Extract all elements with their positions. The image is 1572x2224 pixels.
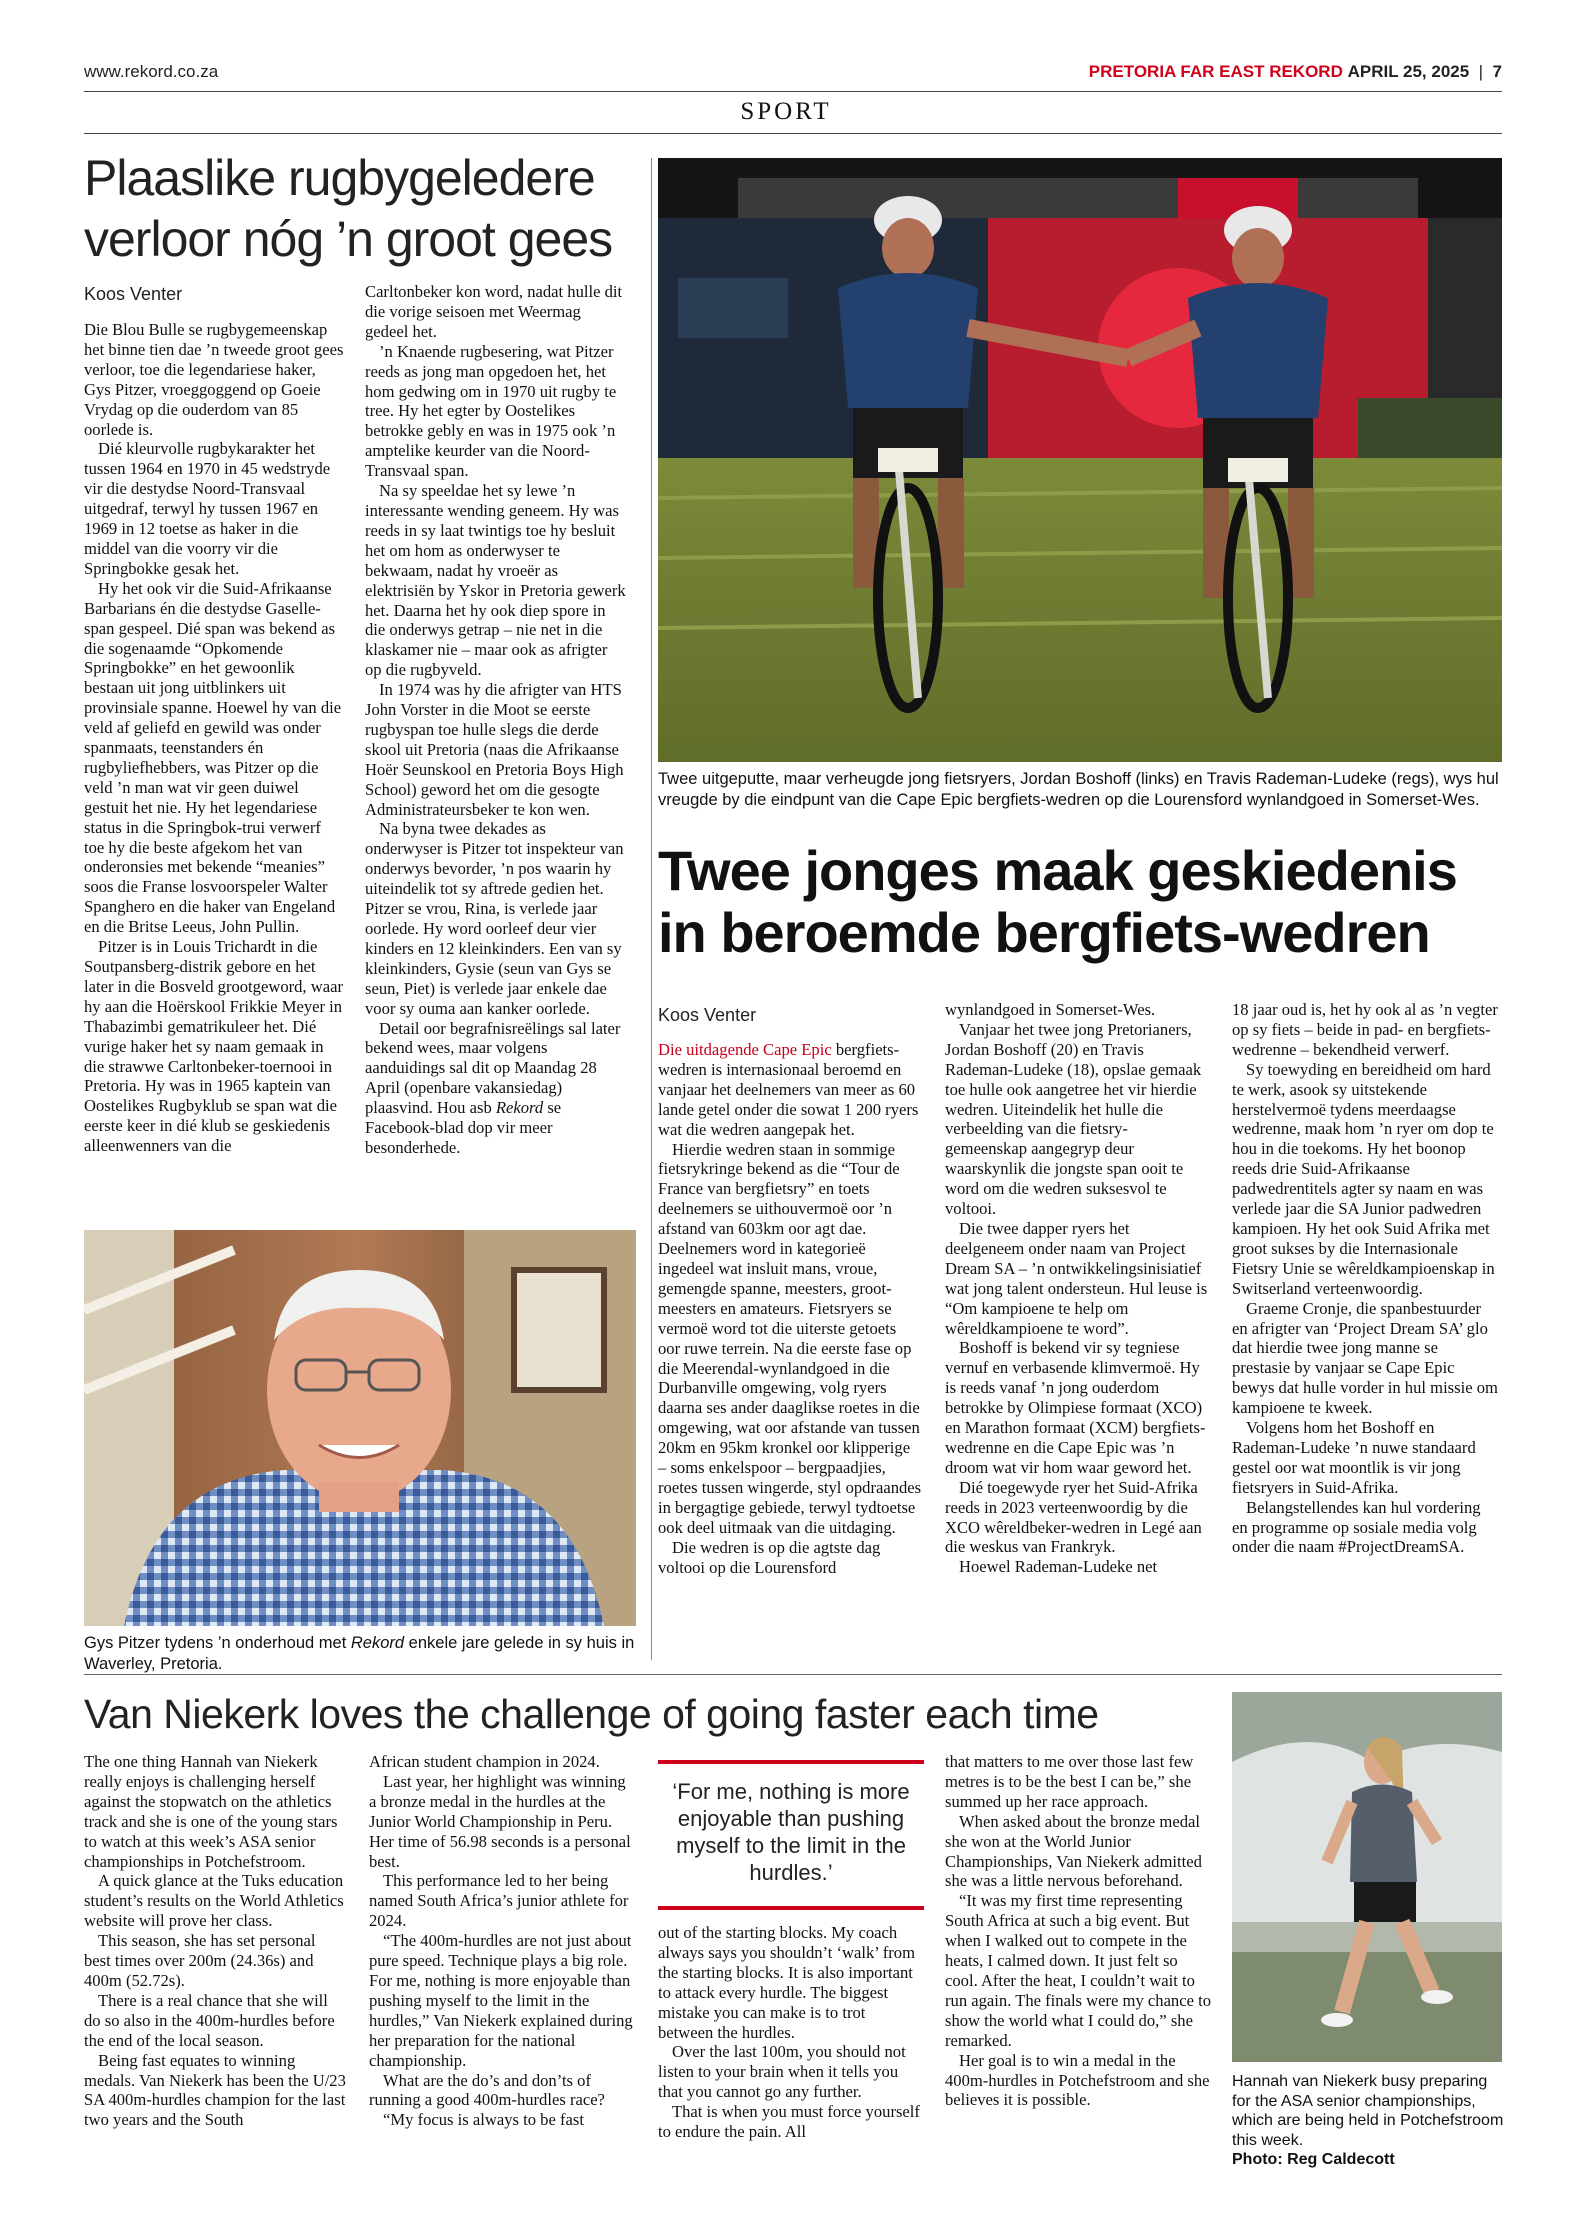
- paragraph: This performance led to her being named South Africa’s junior athlete for 2024.: [369, 1871, 629, 1931]
- paragraph: Her goal is to win a medal in the 400m-hurdles in Potchefstroom and she believes it is possible.: [945, 2050, 1210, 2110]
- paragraph: Dié toegewyde ryer het Suid-Afrika reeds in 2023 verteenwoordig by die XCO wêreldbeker-wedren in Legé aan die weskus van Frankryk.: [945, 1477, 1202, 1557]
- paragraph: out of the starting blocks. My coach always says you shouldn’t ‘walk’ from the starting blocks. It is also important to attack every hurdle. The biggest mistake you can make is to trot between the hurdles.: [658, 1923, 916, 2042]
- paragraph: Hy het ook vir die Suid-Afrikaanse Barbarians én die destydse Gaselle-span gespeel. Dié span was bekend as die sogenaamde “Opkomende Springbokke” en het gewoonlik bestaan uit jong uitblinkers uit provinsiale spanne. Hoewel hy van die veld af geliefd en gewild was onder spanmaats, teenstanders én rugbyliefhebbers, was Pitzer op die veld ’n man wat vir geen duiwel gestuit het nie. Hy het legendariese status in die Springbok-trui verwerf toe hy die beste afgekom het van onderonsies met bekende “meanies” soos die Franse losvoorspeler Walter Spanghero en die haker van Engeland en die Britse Leeus, John Pullin.: [84, 578, 342, 937]
- paragraph: wynlandgoed in Somerset-Wes.: [945, 1000, 1156, 1019]
- paragraph: Last year, her highlight was winning a bronze medal in the hurdles at the Junior World Championship in Peru. Her time of 56.98 seconds is a personal best.: [369, 1771, 631, 1871]
- paragraph: Pitzer is in Louis Trichardt in die Soutpansberg-distrik gebore en het later in die Bosveld grootgeword, waar hy aan die Hoërskool Frikkie Meyer in Thabazimbi gematrikuleer het. Dié vurige haker het sy naam gemaak in die strawwe Carltonbeker-toernooi in Pretoria. Hy was in 1965 kaptein van Oostelikes Rugbyklub se span wat die eerste keer in dié klub se geskiedenis alleenwenners van die: [84, 937, 343, 1156]
- cyclists-illustration: [658, 158, 1502, 762]
- cyclists-caption: Twee uitgeputte, maar verheugde jong fietsryers, Jordan Boshoff (links) en Travis Rademan-Ludeke (regs), wys hul vreugde by die eindpunt van die Cape Epic bergfiets-wedren op die Lourensford wynlandgoed in Somerset-Wes.: [658, 770, 1499, 809]
- separator: |: [1478, 62, 1484, 81]
- paragraph: African student champion in 2024.: [369, 1752, 600, 1771]
- paragraph: Graeme Cronje, die spanbestuurder en afrigter van ‘Project Dream SA’ glo dat hierdie twee jong manne se prestasie by vanjaar se Cape Epic bewys dat hulle vorder in hul missie om kampioene te kweek.: [1232, 1298, 1498, 1418]
- paragraph: “The 400m-hurdles are not just about pure speed. Technique plays a big role. For me, nothing is more enjoyable than pushing myself to the limit in the hurdles,” Van Niekerk explained during her preparation for the national championship.: [369, 1931, 633, 2070]
- publication-name: PRETORIA FAR EAST REKORD: [1088, 62, 1343, 81]
- paragraph: Na sy speeldae het sy lewe ’n interessante wending geneem. Hy was reeds in sy laat twintigs toe hy besluit het om hom as onderwyser te bekwaam, nadat hy vroeër as elektrisiën by Yskor in Pretoria gewerk het. Daarna het hy ook diep spore in die onderwys getrap – nie net in die klaskamer nie – maar ook as afrigter op die rugbyveld.: [365, 481, 626, 680]
- paragraph: Hierdie wedren staan in sommige fietsrykringe bekend as die “Tour de France van bergfietsry” en toets deelnemers se uithouvermoë oor ’n afstand van 603km oor agt dae. Deelnemers word in kategorieë ingedeel wat insluit mans, vroue, gemengde spanne, meesters, groot-meesters en amateurs. Fietsryers se vermoë word tot die uiterste getoets oor ruwe terrein. Na die eerste fase op die Meerendal-wynlandgoed in die Durbanville omgewing, volg ryers daarna ses ander daaglikse roetes in die omgewing, wat oor afstande van tussen 20km en 95km kronkel oor klipperige – soms enkelspoor – bergpaadjies, roetes tussen wingerde, styl opdraandes in bergagtige gebiede, terwyl tydtoetse ook deel uitmaak van die uitdaging.: [658, 1139, 922, 1537]
- article3-headline: Van Niekerk loves the challenge of going faster each time: [84, 1691, 1099, 1737]
- article2-byline: Koos Venter: [658, 1005, 757, 1025]
- paragraph: “It was my first time representing South Africa at such a big event. But when I walked out to compete in the heats, I calmed down. It just felt so cool. After the heat, I couldn’t wait to run again. The finals were my chance to show the world what I could do,” she remarked.: [945, 1891, 1212, 2050]
- paragraph: 18 jaar oud is, het hy ook al as ’n vegter op sy fiets – beide in pad- en bergfiets-wedrenne – bekendheid verwerf.: [1232, 1000, 1498, 1059]
- runner-illustration: [1232, 1692, 1502, 2062]
- paragraph: [658, 1040, 922, 1140]
- page-number: 7: [1492, 62, 1502, 81]
- article1-byline: Koos Venter: [84, 284, 183, 304]
- text-run: enkele jare gelede in sy huis in Waverley, Pretoria.: [84, 1634, 635, 1673]
- paragraph: Die wedren is op die agtste dag voltooi op die Lourensford: [658, 1537, 881, 1577]
- gys-pitzer-caption: [84, 1633, 636, 1675]
- paragraph: In 1974 was hy die afrigter van HTS John Vorster in die Moot se eerste rugbyspan toe hulle slegs die derde skool uit Pretoria (naas die Afrikaanse Hoër Seunskool en Pretoria Boys High School) geword het om die gesogte Administrateursbeker te kon wen.: [365, 680, 624, 819]
- pull-quote: ‘For me, nothing is more enjoyable than pushing myself to the limit in the hurdles.’: [658, 1760, 924, 1910]
- runner-caption: [1232, 2072, 1504, 2170]
- article2-column-2: [945, 1000, 1209, 1577]
- article3-column-3: [658, 1923, 924, 2142]
- cyclists-photo: [658, 158, 1502, 762]
- section-title: SPORT: [740, 98, 832, 125]
- issue-info: [1089, 62, 1502, 82]
- paragraph: The one thing Hannah van Niekerk really enjoys is challenging herself against the stopwatch on the athletics track and she is one of the young stars to watch at this week’s ASA senior championships in Potchefstroom.: [84, 1752, 338, 1871]
- article2-column-3: [1232, 1000, 1498, 1557]
- paragraph: There is a real chance that she will do so also in the 400m-hurdles before the end of the local season.: [84, 1990, 335, 2050]
- text-run: Hannah van Niekerk busy preparing for the ASA senior championships, which are being held in Potchefstroom this week.: [1232, 2073, 1504, 2149]
- photo-credit: Photo: Reg Caldecott: [1232, 2151, 1395, 2168]
- paragraph: Over the last 100m, you should not listen to your brain when it tells you that you cannot go any further.: [658, 2042, 906, 2102]
- paragraph: Belangstellendes kan hul vordering en programme op sosiale media volg onder die naam #ProjectDreamSA.: [1232, 1497, 1481, 1557]
- article3-column-1: [84, 1752, 346, 2130]
- article1-column-2: [365, 282, 627, 1158]
- paragraph: A quick glance at the Tuks education student’s results on the World Athletics website will prove her class.: [84, 1871, 344, 1931]
- section-rule: [84, 133, 1502, 134]
- paragraph: Vanjaar het twee jong Pretorianers, Jordan Boshoff (20) en Travis Rademan-Ludeke (18), opslae gemaak toe hulle ook aangetree het vir hierdie wedren. Uiteindelik het hulle die verbeelding van die fietsry-gemeenskap aangegryp deur waarskynlik die jongste span ooit te word om die wedren suksesvol te voltooi.: [945, 1019, 1202, 1219]
- lead-in: Die uitdagende Cape Epic: [658, 1040, 832, 1059]
- column-divider: [651, 158, 652, 1660]
- paragraph: Boshoff is bekend vir sy tegniese vernuf en verbasende klimvermoë. Hy is reeds vanaf ’n jong ouderdom betrokke by Olimpiese formaat (XCO) en Marathon formaat (XCM) bergfiets-wedrenne en die Cape Epic was ’n droom wat vir hom waar geword het.: [945, 1338, 1206, 1477]
- paragraph: This season, she has set personal best times over 200m (24.36s) and 400m (52.72s).: [84, 1931, 316, 1990]
- text-run: Detail oor begrafnisreëlings sal later bekend wees, maar volgens aanduidings sal dit op Maandag 28 April (openbare vakansiedag) plaasvind. Hou asb: [365, 1018, 621, 1118]
- paragraph: When asked about the bronze medal she won at the World Junior Championships, Van Niekerk admitted she was a little nervous beforehand.: [945, 1811, 1202, 1891]
- paragraph: ’n Knaende rugbesering, wat Pitzer reeds as jong man opgedoen het, het hom gedwing om in 1970 uit rugby te tree. Hy het egter by Oostelikes betrokke gebly en was in 1975 ook ’n amptelike keurder van die Noord-Transvaal span.: [365, 341, 617, 481]
- paragraph: What are the do’s and don’ts of running a good 400m-hurdles race?: [369, 2070, 605, 2110]
- paragraph: Being fast equates to winning medals. Van Niekerk has been the U/23 SA 400m-hurdles champion for the last two years and the South: [84, 2050, 346, 2130]
- paragraph: That is when you must force yourself to endure the pain. All: [658, 2102, 920, 2142]
- paragraph: “My focus is always to be fast: [383, 2110, 584, 2130]
- article-divider-rule: [84, 1674, 1502, 1675]
- gys-pitzer-photo: [84, 1230, 636, 1626]
- site-url[interactable]: www.rekord.co.za: [84, 62, 219, 81]
- paragraph: Die twee dapper ryers het deelgeneem onder naam van Project Dream SA – ’n ontwikkelingsinisiatief wat jong talent ondersteun. Hul leuse is “Om kampioene te help om wêreldkampioene te word”.: [945, 1218, 1208, 1338]
- text-run: Gys Pitzer tydens ’n onderhoud met: [84, 1634, 351, 1652]
- masthead: [84, 58, 1502, 86]
- runner-photo: [1232, 1692, 1502, 2062]
- paragraph: Na byna twee dekades as onderwyser is Pitzer tot inspekteur van onderwys bevorder, ’n pos waarin hy uiteindelik tot sy aftrede gedien het. Pitzer se vrou, Rina, is verlede jaar oorlede. Hy word oorleef deur vier kinders en 12 kleinkinders. Een van sy kleinkinders, Gysie (seun van Gys se seun, Piet) is verlede jaar enkele dae voor sy ouma aan kanker oorlede.: [365, 819, 624, 1018]
- article1-headline: Plaaslike rugbygeledere verloor nóg ’n groot gees: [84, 150, 613, 267]
- paragraph: Die Blou Bulle se rugbygemeenskap het binne tien dae ’n tweede groot gees verloor, toe die legendariese haker, Gys Pitzer, vroeggoggend op Goeie Vrydag op die ouderdom van 85 oorlede is.: [84, 320, 344, 439]
- article3-column-2: [369, 1752, 633, 2130]
- paragraph: Volgens hom het Boshoff en Rademan-Ludeke ’n nuwe standaard gestel oor wat moontlik is vir jong fietsryers in Suid-Afrika.: [1232, 1418, 1476, 1497]
- article1-column-1: [84, 320, 344, 1156]
- paragraph: [365, 1019, 627, 1158]
- paragraph: Sy toewyding en bereidheid om hard te werk, asook sy uitstekende herstelvermoë tydens meerdaagse wedrenne, maak hom ’n ryer om dop te hou in die toekoms. Hy het boonop reeds drie Suid-Afrikaanse padwedrentitels agter sy naam en was verlede jaar die SA Junior padwedren kampioen. Hy het ook Suid Afrika met groot sukses by die Internasionale Fietsry Unie se wêreldkampioenskap in Switserland verteenwoordig.: [1232, 1059, 1495, 1298]
- masthead-rule: [84, 91, 1502, 92]
- publication-italic: Rekord: [350, 1634, 405, 1652]
- article2-column-1: [658, 1040, 922, 1577]
- paragraph: Hoewel Rademan-Ludeke net: [959, 1557, 1158, 1577]
- publication-italic: Rekord: [495, 1098, 544, 1118]
- text-run: bergfiets-wedren is internasionaal beroemd en vanjaar het deelnemers van meer as 60 lande getel onder die sowat 1 200 ryers wat die wedren aangepak het.: [658, 1040, 919, 1139]
- article2-headline: Twee jonges maak geskiedenis in beroemde bergfiets-wedren: [658, 839, 1457, 964]
- issue-date: APRIL 25, 2025: [1347, 62, 1470, 81]
- paragraph: Dié kleurvolle rugbykarakter het tussen 1964 en 1970 in 45 wedstryde vir die destydse Noord-Transvaal uitgedraf, terwyl hy tussen 1967 en 1969 in 12 toetse as haker in die middel van die voorry vir die Springbokke gesak het.: [84, 439, 331, 578]
- text-run: se Facebook-blad dop vir meer besonderhede.: [365, 1098, 562, 1157]
- paragraph: that matters to me over those last few metres is to be the best I can be,” she summed up her race approach.: [945, 1752, 1194, 1811]
- article3-column-4: [945, 1752, 1211, 2110]
- portrait-illustration: [84, 1230, 636, 1626]
- paragraph: Carltonbeker kon word, nadat hulle dit die vorige seisoen met Weermag gedeel het.: [365, 282, 623, 341]
